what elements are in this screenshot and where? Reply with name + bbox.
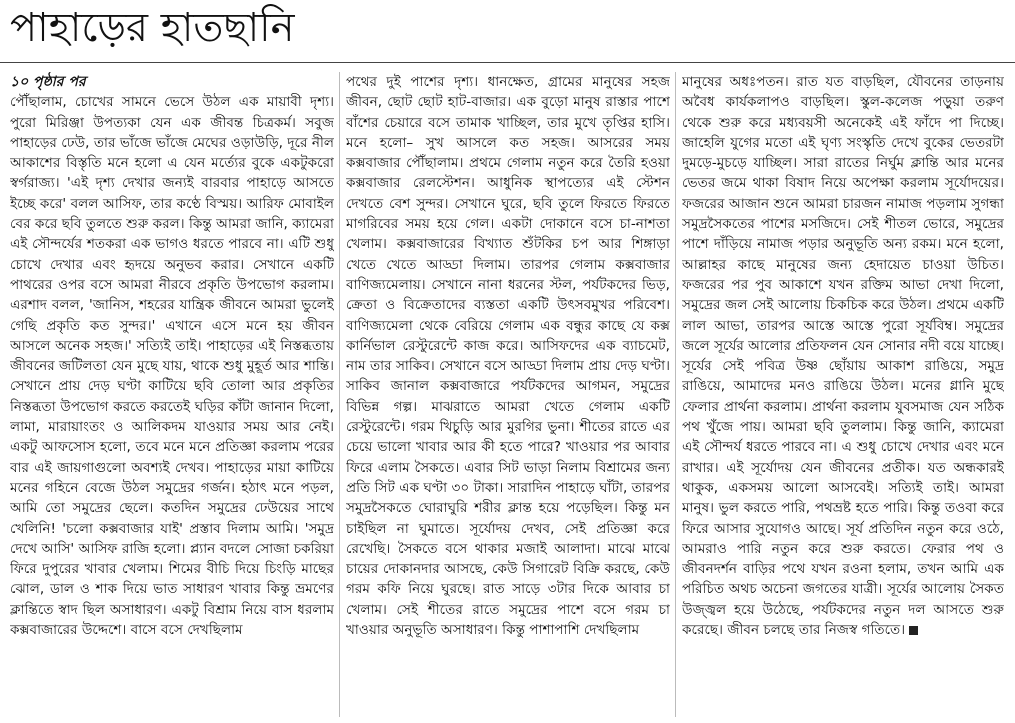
continued-label: ১০ পৃষ্ঠার পর: [10, 74, 86, 90]
article-column-3: [682, 72, 1004, 720]
headline-rule: [0, 62, 1015, 63]
headline: পাহাড়ের হাতছানি: [10, 5, 295, 51]
column-divider: [675, 72, 676, 717]
article-column-1: [10, 72, 334, 720]
column-1-text: পৌঁছালাম, চোখের সামনে ভেসে উঠল এক মায়াবী দৃশ্য। পুরো মিরিঞ্জা উপত্যকা যেন এক জীবন্ত চিত্রকর্ম। সবুজ পাহাড়ের ঢেউ, তার ভাঁজে ভাঁজে মেঘের ওড়াউড়ি, দূরে নীল আকাশের বিস্তৃতি মনে হলো এ যেন মর্ত্যের বুকে একটুকরো স্বর্গরাজ্য। 'এই দৃশ্য দেখার জন্যই বারবার পাহাড়ে আসতে ইচ্ছে করে' বলল আসিফ, তার কণ্ঠে বিস্ময়। আরিফ মোবাইল বের করে ছবি তুলতে শুরু করল। কিন্তু আমরা জানি, ক্যামেরা এই সৌন্দর্যের শতকরা এক ভাগও ধরতে পারবে না। এটি শুধু চোখে দেখার এবং হৃদয়ে অনুভব করার। সেখানে একটি পাথরের ওপর বসে আমরা নীরবে প্রকৃতি উপভোগ করলাম। এরশাদ বলল, 'জানিস, শহরের যান্ত্রিক জীবনে আমরা ভুলেই গেছি প্রকৃতি কত সুন্দর।' এখানে এসে মনে হয় জীবন আসলে অনেক সহজ।' সত্যিই তাই। পাহাড়ের এই নিস্তব্ধতায় জীবনের জটিলতা যেন মুছে যায়, থাকে শুধু মুহূর্ত আর শান্তি। সেখানে প্রায় দেড় ঘণ্টা কাটিয়ে ছবি তোলা আর প্রকৃতির নিস্তব্ধতা উপভোগ করতে করতেই ঘড়ির কাঁটা জানান দিলো, লামা, মারায়াংতং ও আলিকদম যাওয়ার সময় আর নেই। একটু আফসোস হলো, তবে মনে মনে প্রতিজ্ঞা করলাম পরের বার এই জায়গাগুলো অবশ্যই দেখব। পাহাড়ের মায়া কাটিয়ে মনের গহিনে বেজে উঠল সমুদ্রের গর্জন। হঠাৎ মনে পড়ল, আমি তো সমুদ্রের ছেলে। কতদিন সমুদ্রের ঢেউয়ের সাথে খেলিনি! 'চলো কক্সবাজার যাই' প্রস্তাব দিলাম আমি। 'সমুদ্র দেখে আসি' আসিফ রাজি হলো। প্ল্যান বদলে সোজা চকরিয়া ফিরে দুপুরের খাবার খেলাম। শিমের বীচি দিয়ে চিংড়ি মাছের ঝোল, ডাল ও শাক দিয়ে ভাত সাধারণ খাবার কিন্তু ভ্রমণের ক্লান্তিতে স্বাদ ছিল অসাধারণ। একটু বিশ্রাম নিয়ে বাস ধরলাম কক্সবাজারের উদ্দেশে। বাসে বসে দেখছিলাম: [10, 94, 334, 639]
article-column-2: [346, 72, 670, 720]
column-3-body: মানুষের অধঃপতন। রাত যত বাড়ছিল, যৌবনের তাড়নায় অবৈধ কার্যকলাপও বাড়ছিল। স্কুল-কলেজ পড়ুয়া তরুণ থেকে শুরু করে মধ্যবয়সী অনেকেই এই ফাঁদে পা দিচ্ছে। জাহেলি যুগের মতো এই ঘৃণ্য সংস্কৃতি দেখে বুকের ভেতরটা দুমড়ে-মুচড়ে যাচ্ছিল। সারা রাতের নির্ঘুম ক্লান্তি আর মনের ভেতর জমে থাকা বিষাদ নিয়ে অপেক্ষা করলাম সূর্যোদয়ের। ফজরের আজান শুনে আমরা চারজন নামাজ পড়লাম সুগন্ধা সমুদ্রসৈকতের পাশের মসজিদে। সেই শীতল ভোরে, সমুদ্রের পাশে দাঁড়িয়ে নামাজ পড়ার অনুভূতি অন্য রকম। মনে হলো, আল্লাহর কাছে মানুষের জন্য হেদায়েত চাওয়া উচিত। ফজরের পর পুব আকাশে যখন রক্তিম আভা দেখা দিলো, সমুদ্রের জল সেই আলোয় চিকচিক করে উঠল। প্রথমে একটি লাল আভা, তারপর আস্তে আস্তে পুরো সূর্যবিম্ব। সমুদ্রের জলে সূর্যের আলোর প্রতিফলন যেন সোনার নদী বয়ে যাচ্ছে। সূর্যের সেই পবিত্র উষ্ণ ছোঁয়ায় আকাশ রাঙিয়ে, সমুদ্র রাঙিয়ে, আমাদের মনও রাঙিয়ে উঠল। মনের গ্লানি মুছে ফেলার প্রার্থনা করলাম। প্রার্থনা করলাম যুবসমাজ যেন সঠিক পথ খুঁজে পায়। আমরা ছবি তুললাম। কিন্তু জানি, ক্যামেরা এই সৌন্দর্য ধরতে পারবে না। এ শুধু চোখে দেখার এবং মনে রাখার। এই সূর্যোদয় যেন জীবনের প্রতীক। যত অন্ধকারই থাকুক, একসময় আলো আসবেই। সত্যিই তাই। আমরা মানুষ। ভুল করতে পারি, পথভ্রষ্ট হতে পারি। কিন্তু তওবা করে ফিরে আসার সুযোগও আছে। সূর্য প্রতিদিন নতুন করে ওঠে, আমরাও পারি নতুন করে শুরু করতে। ফেরার পথ ও জীবনদর্শন বাড়ির পথে যখন রওনা হলাম, তখন আমি এক পরিচিত অথচ অচেনা জগতের যাত্রী। সূর্যের আলোয় সৈকত উজ্জ্বল হয়ে উঠেছে, পর্যটকদের নতুন দল আসতে শুরু করেছে। জীবন চলছে তার নিজস্ব গতিতে।: [682, 74, 1004, 639]
end-square-icon: [909, 626, 918, 635]
column-2-text: পথের দুই পাশের দৃশ্য। ধানক্ষেত, গ্রামের মানুষের সহজ জীবন, ছোট ছোট হাট-বাজার। এক বুড়ো মানুষ রাস্তার পাশে বাঁশের চেয়ারে বসে তামাক খাচ্ছিল, তার মুখে তৃপ্তির হাসি। মনে হলো– সুখ আসলে কত সহজ। আসরের সময় কক্সবাজার পৌঁছালাম। প্রথমে গেলাম নতুন করে তৈরি হওয়া কক্সবাজার রেলস্টেশন। আধুনিক স্থাপত্যের এই স্টেশন দেখতে বেশ সুন্দর। সেখানে ঘুরে, ছবি তুলে ফিরতে ফিরতে মাগরিবের সময় হয়ে গেল। একটা দোকানে বসে চা-নাশতা খেলাম। কক্সবাজারের বিখ্যাত শুঁটকির চপ আর শিঙ্গাড়া খেতে খেতে আড্ডা দিলাম। তারপর গেলাম কক্সবাজার বাণিজ্যমেলায়। সেখানে নানা ধরনের স্টল, পর্যটকদের ভিড়, ক্রেতা ও বিক্রেতাদের ব্যস্ততা একটি উৎসবমুখর পরিবেশ। বাণিজ্যমেলা থেকে বেরিয়ে গেলাম এক বন্ধুর কাছে যে কক্স কার্নিভাল রেস্টুরেন্টে কাজ করে। আসিফদের এক ব্যাচমেট, নাম তার সাকিব। সেখানে বসে আড্ডা দিলাম প্রায় দেড় ঘণ্টা। সাকিব জানাল কক্সবাজারে পর্যটকদের আগমন, সমুদ্রের বিভিন্ন গল্প। মাঝরাতে আমরা খেতে গেলাম একটি রেস্টুরেন্টে। গরম খিচুড়ি আর মুরগির ভুনা। শীতের রাতে এর চেয়ে ভালো খাবার আর কী হতে পারে? খাওয়ার পর আবার ফিরে এলাম সৈকতে। এবার সিট ভাড়া নিলাম বিশ্রামের জন্য প্রতি সিট এক ঘণ্টা ৩০ টাকা। সারাদিন পাহাড়ে ঘাঁটা, তারপর সমুদ্রসৈকতে ঘোরাঘুরি শরীর ক্লান্ত হয়ে পড়েছিল। কিন্তু মন চাইছিল না ঘুমাতে। সূর্যোদয় দেখব, সেই প্রতিজ্ঞা করে রেখেছি। সৈকতে বসে থাকার মজাই আলাদা। মাঝে মাঝে চায়ের দোকানদার আসছে, কেউ সিগারেট বিক্রি করছে, কেউ গরম কফি নিয়ে ঘুরছে। রাত সাড়ে ৩টার দিকে আবার চা খেলাম। সেই শীতের রাতে সমুদ্রের পাশে বসে গরম চা খাওয়ার অনুভূতি অসাধারণ। কিন্তু পাশাপাশি দেখছিলাম: [346, 74, 670, 639]
column-divider: [339, 72, 340, 717]
column-3-text: [682, 72, 1004, 640]
